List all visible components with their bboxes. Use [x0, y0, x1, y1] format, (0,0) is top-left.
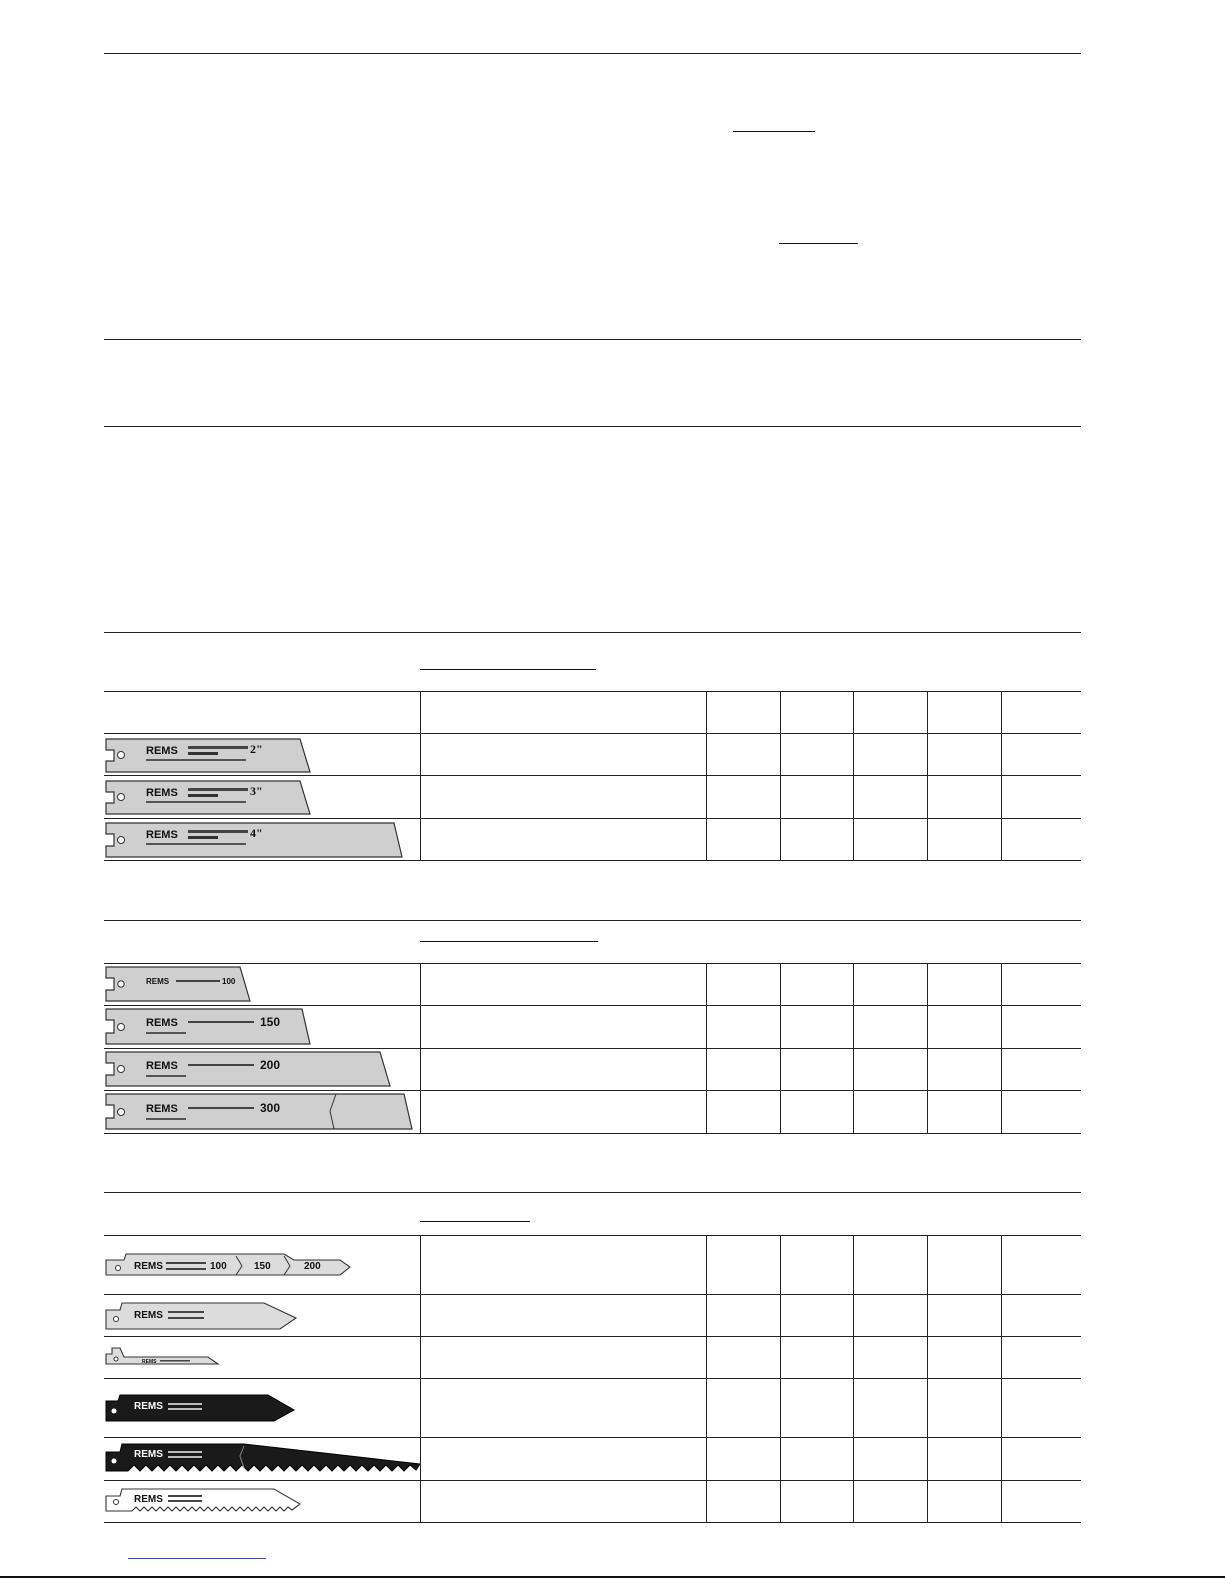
table-2-top-rule [104, 920, 1081, 921]
section-rule-2 [104, 426, 1081, 427]
blade-brand-label: REMS [134, 1401, 163, 1412]
table-3-row-rule [104, 1336, 1081, 1337]
saw-blade-image [104, 1049, 394, 1089]
blade-size-label: 300 [260, 1101, 281, 1115]
blade-size-label: 200 [304, 1261, 321, 1272]
table-1-col-divider [1001, 691, 1002, 860]
table-1-col-divider [706, 691, 707, 860]
table-3-col-divider [927, 1235, 928, 1522]
saw-blade-image [104, 1392, 299, 1424]
saw-blade-image [104, 1298, 304, 1334]
blade-brand-label: REMS [134, 1261, 163, 1272]
table-2-col-divider [927, 963, 928, 1133]
table-3-col-divider [706, 1235, 707, 1522]
top-rule [104, 53, 1081, 54]
saw-blade-image [104, 1484, 304, 1520]
table-3-bottom-rule [104, 1522, 1081, 1523]
table-1-col-divider [853, 691, 854, 860]
blade-brand-label: REMS [134, 1310, 163, 1321]
saw-blade-image [104, 777, 314, 817]
saw-blade-image [104, 735, 314, 775]
table-1-col-divider [927, 691, 928, 860]
table-1-row-rule [104, 775, 1081, 776]
blade-brand-label: REMS [146, 1060, 178, 1072]
table-3-row-rule [104, 1294, 1081, 1295]
saw-blade-image [104, 1344, 224, 1370]
table-3-header-bottom [104, 1235, 1081, 1236]
saw-blade-image [104, 964, 254, 1004]
table-3-col-divider [1001, 1235, 1002, 1522]
blade-brand-label: REMS [146, 1103, 178, 1115]
blade-size-label: 4" [250, 826, 263, 840]
saw-blade-image [104, 1006, 314, 1047]
saw-blade-image [104, 1440, 420, 1476]
blade-size-label: 100 [210, 1261, 227, 1272]
table-1-top-rule [104, 632, 1081, 633]
blade-brand-label: REMS [146, 787, 178, 799]
table-3-row-rule [104, 1378, 1081, 1379]
table-2-bottom-rule [104, 1133, 1081, 1134]
saw-blade-image [104, 819, 404, 860]
header-underline-1 [733, 131, 815, 132]
footer-link-underline [128, 1558, 266, 1559]
saw-blade-image [104, 1248, 354, 1282]
page-bottom-edge [0, 1576, 1225, 1578]
table-1-header-bottom [104, 733, 1081, 734]
table-3-top-rule [104, 1192, 1081, 1193]
blade-size-label: 2" [250, 742, 263, 756]
table-1-col-divider [780, 691, 781, 860]
table-2-col-divider [420, 963, 421, 1133]
blade-size-label: 150 [254, 1261, 271, 1272]
blade-brand-label: REMS [146, 829, 178, 841]
blade-size-label: 200 [260, 1058, 281, 1072]
table-2-title-underline [420, 941, 598, 942]
blade-brand-label: REMS [146, 745, 178, 757]
blade-size-label: 3" [250, 784, 263, 798]
table-3-title-underline [420, 1221, 530, 1222]
table-1-header-top [104, 691, 1081, 692]
header-underline-2 [779, 243, 858, 244]
saw-blade-image [104, 1091, 416, 1132]
blade-brand-label: REMS [134, 1449, 163, 1460]
blade-size-label: 100 [222, 977, 236, 986]
blade-brand-label: REMS [146, 1017, 178, 1029]
blade-size-label: 150 [260, 1015, 281, 1029]
table-2-col-divider [853, 963, 854, 1133]
table-3-col-divider [420, 1235, 421, 1522]
table-1-bottom-rule [104, 860, 1081, 861]
table-1-col-divider [420, 691, 421, 860]
blade-brand-label: REMS [134, 1494, 163, 1505]
table-2-col-divider [706, 963, 707, 1133]
blade-brand-label: REMS [146, 977, 170, 986]
table-2-col-divider [1001, 963, 1002, 1133]
table-3-col-divider [780, 1235, 781, 1522]
table-2-col-divider [780, 963, 781, 1133]
table-3-col-divider [853, 1235, 854, 1522]
section-rule-1 [104, 339, 1081, 340]
table-1-title-underline [420, 669, 596, 670]
table-3-row-rule [104, 1480, 1081, 1481]
blade-brand-label: REMS [142, 1359, 157, 1365]
table-3-row-rule [104, 1437, 1081, 1438]
